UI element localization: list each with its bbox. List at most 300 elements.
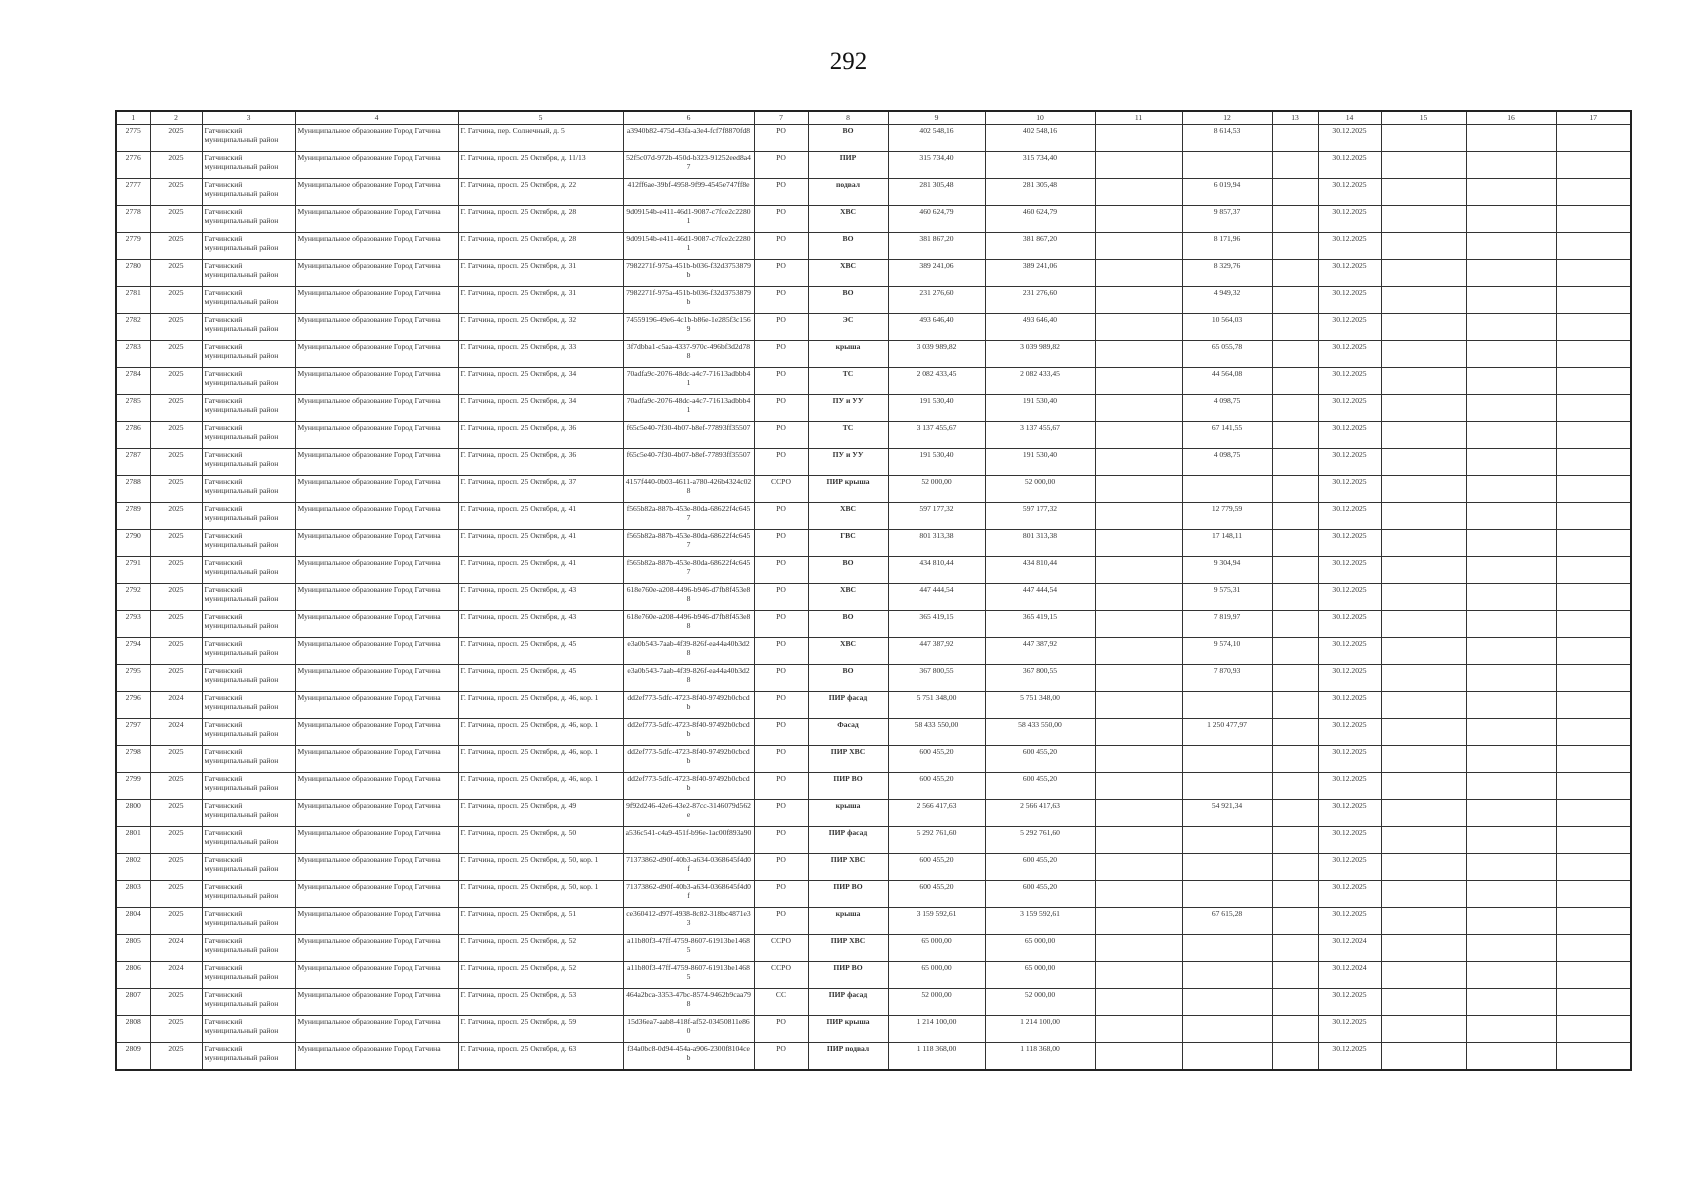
cell-district: Гатчинский муниципальный район xyxy=(202,989,295,1016)
cell-col-15 xyxy=(1381,368,1466,395)
cell-address: Г. Гатчина, просп. 25 Октября, д. 43 xyxy=(458,584,623,611)
cell-cost-total: 58 433 550,00 xyxy=(888,719,985,746)
cell-cost-fund: 600 455,20 xyxy=(985,746,1095,773)
cell-col-17 xyxy=(1556,1016,1631,1043)
cell-col-12: 67 615,28 xyxy=(1182,908,1272,935)
cell-cost-fund: 389 241,06 xyxy=(985,260,1095,287)
cell-district: Гатчинский муниципальный район xyxy=(202,557,295,584)
cell-cost-total: 365 419,15 xyxy=(888,611,985,638)
cell-work-type: ПИР ВО xyxy=(808,881,888,908)
cell-work-type: ПУ и УУ xyxy=(808,449,888,476)
cell-col-12: 65 055,78 xyxy=(1182,341,1272,368)
cell-col-15 xyxy=(1381,287,1466,314)
cell-cost-fund: 447 387,92 xyxy=(985,638,1095,665)
cell-year: 2025 xyxy=(150,665,202,692)
cell-municipality: Муниципальное образование Город Гатчина xyxy=(295,179,458,206)
cell-deadline: 30.12.2024 xyxy=(1318,935,1381,962)
cell-municipality: Муниципальное образование Город Гатчина xyxy=(295,422,458,449)
cell-work-type: крыша xyxy=(808,341,888,368)
cell-col-13 xyxy=(1272,908,1318,935)
cell-col-12: 6 019,94 xyxy=(1182,179,1272,206)
cell-col-15 xyxy=(1381,557,1466,584)
cell-col-17 xyxy=(1556,287,1631,314)
cell-cost-fund: 367 800,55 xyxy=(985,665,1095,692)
cell-address: Г. Гатчина, просп. 25 Октября, д. 50, кор. 1 xyxy=(458,881,623,908)
cell-cost-total: 447 444,54 xyxy=(888,584,985,611)
cell-cost-total: 381 867,20 xyxy=(888,233,985,260)
cell-address: Г. Гатчина, просп. 25 Октября, д. 51 xyxy=(458,908,623,935)
cell-col-17 xyxy=(1556,665,1631,692)
column-header: 16 xyxy=(1466,111,1556,125)
cell-col-15 xyxy=(1381,395,1466,422)
cell-cost-total: 315 734,40 xyxy=(888,152,985,179)
cell-col-13 xyxy=(1272,287,1318,314)
cell-col-15 xyxy=(1381,719,1466,746)
cell-col-17 xyxy=(1556,530,1631,557)
cell-house-guid: ce360412-d97f-4938-8c82-318bc4871e33 xyxy=(623,908,754,935)
cell-row-number: 2792 xyxy=(116,584,150,611)
cell-municipality: Муниципальное образование Город Гатчина xyxy=(295,557,458,584)
cell-col-15 xyxy=(1381,746,1466,773)
cell-district: Гатчинский муниципальный район xyxy=(202,881,295,908)
cell-col-15 xyxy=(1381,260,1466,287)
cell-house-guid: 71373862-d90f-40b3-a634-0368645f4d0f xyxy=(623,881,754,908)
cell-col-13 xyxy=(1272,233,1318,260)
cell-cost-fund: 600 455,20 xyxy=(985,854,1095,881)
table-row xyxy=(116,368,1631,395)
table-row xyxy=(116,260,1631,287)
cell-district: Гатчинский муниципальный район xyxy=(202,179,295,206)
cell-deadline: 30.12.2025 xyxy=(1318,368,1381,395)
cell-cost-fund: 315 734,40 xyxy=(985,152,1095,179)
column-header: 9 xyxy=(888,111,985,125)
cell-deadline: 30.12.2025 xyxy=(1318,341,1381,368)
cell-work-type: ВО xyxy=(808,557,888,584)
cell-col-12 xyxy=(1182,962,1272,989)
cell-house-guid: 4157f440-0b03-4611-a780-426b4324c028 xyxy=(623,476,754,503)
cell-cost-total: 597 177,32 xyxy=(888,503,985,530)
cell-col-16 xyxy=(1466,854,1556,881)
cell-house-guid: 74559196-49e6-4c1b-b86e-1e285f3c1569 xyxy=(623,314,754,341)
cell-col-11 xyxy=(1095,854,1182,881)
cell-col-12 xyxy=(1182,935,1272,962)
cell-col-11 xyxy=(1095,395,1182,422)
cell-cost-total: 600 455,20 xyxy=(888,746,985,773)
cell-col-11 xyxy=(1095,1016,1182,1043)
cell-col-13 xyxy=(1272,368,1318,395)
cell-work-type: ВО xyxy=(808,665,888,692)
cell-col-12 xyxy=(1182,476,1272,503)
cell-row-number: 2786 xyxy=(116,422,150,449)
cell-work-type: крыша xyxy=(808,800,888,827)
cell-source: РО xyxy=(754,665,808,692)
table-row xyxy=(116,935,1631,962)
cell-col-17 xyxy=(1556,827,1631,854)
cell-year: 2025 xyxy=(150,773,202,800)
cell-row-number: 2784 xyxy=(116,368,150,395)
cell-address: Г. Гатчина, просп. 25 Октября, д. 41 xyxy=(458,503,623,530)
cell-col-17 xyxy=(1556,908,1631,935)
cell-house-guid: dd2ef773-5dfc-4723-8f40-97492b0cbcdb xyxy=(623,746,754,773)
cell-col-13 xyxy=(1272,152,1318,179)
cell-cost-total: 367 800,55 xyxy=(888,665,985,692)
cell-municipality: Муниципальное образование Город Гатчина xyxy=(295,908,458,935)
cell-source: РО xyxy=(754,854,808,881)
cell-address: Г. Гатчина, просп. 25 Октября, д. 37 xyxy=(458,476,623,503)
cell-work-type: ПИР фасад xyxy=(808,692,888,719)
cell-row-number: 2790 xyxy=(116,530,150,557)
cell-cost-total: 191 530,40 xyxy=(888,395,985,422)
cell-district: Гатчинский муниципальный район xyxy=(202,395,295,422)
cell-col-12: 9 857,37 xyxy=(1182,206,1272,233)
cell-municipality: Муниципальное образование Город Гатчина xyxy=(295,746,458,773)
cell-col-12: 7 870,93 xyxy=(1182,665,1272,692)
cell-col-11 xyxy=(1095,611,1182,638)
cell-col-17 xyxy=(1556,692,1631,719)
cell-col-15 xyxy=(1381,611,1466,638)
cell-district: Гатчинский муниципальный район xyxy=(202,692,295,719)
cell-cost-total: 447 387,92 xyxy=(888,638,985,665)
cell-row-number: 2793 xyxy=(116,611,150,638)
cell-source: РО xyxy=(754,503,808,530)
cell-district: Гатчинский муниципальный район xyxy=(202,638,295,665)
column-header: 8 xyxy=(808,111,888,125)
table-row xyxy=(116,854,1631,881)
cell-row-number: 2781 xyxy=(116,287,150,314)
cell-work-type: крыша xyxy=(808,908,888,935)
cell-col-17 xyxy=(1556,152,1631,179)
cell-district: Гатчинский муниципальный район xyxy=(202,935,295,962)
column-header: 12 xyxy=(1182,111,1272,125)
cell-cost-total: 600 455,20 xyxy=(888,881,985,908)
cell-col-12: 17 148,11 xyxy=(1182,530,1272,557)
cell-col-13 xyxy=(1272,476,1318,503)
cell-deadline: 30.12.2025 xyxy=(1318,638,1381,665)
cell-address: Г. Гатчина, просп. 25 Октября, д. 28 xyxy=(458,233,623,260)
cell-col-12: 4 098,75 xyxy=(1182,395,1272,422)
cell-house-guid: a11b80f3-47ff-4759-8607-61913be14685 xyxy=(623,935,754,962)
cell-work-type: ХВС xyxy=(808,638,888,665)
cell-col-15 xyxy=(1381,233,1466,260)
cell-source: РО xyxy=(754,557,808,584)
cell-source: РО xyxy=(754,260,808,287)
cell-row-number: 2801 xyxy=(116,827,150,854)
cell-col-13 xyxy=(1272,314,1318,341)
cell-col-16 xyxy=(1466,827,1556,854)
cell-year: 2025 xyxy=(150,476,202,503)
cell-deadline: 30.12.2025 xyxy=(1318,422,1381,449)
cell-col-11 xyxy=(1095,233,1182,260)
cell-year: 2025 xyxy=(150,1016,202,1043)
cell-col-15 xyxy=(1381,125,1466,152)
cell-row-number: 2808 xyxy=(116,1016,150,1043)
cell-col-17 xyxy=(1556,125,1631,152)
cell-col-16 xyxy=(1466,557,1556,584)
cell-col-15 xyxy=(1381,152,1466,179)
cell-deadline: 30.12.2025 xyxy=(1318,503,1381,530)
table-row xyxy=(116,395,1631,422)
cell-work-type: ПИР ВО xyxy=(808,773,888,800)
cell-col-13 xyxy=(1272,206,1318,233)
cell-col-13 xyxy=(1272,557,1318,584)
cell-year: 2025 xyxy=(150,611,202,638)
cell-municipality: Муниципальное образование Город Гатчина xyxy=(295,476,458,503)
cell-address: Г. Гатчина, просп. 25 Октября, д. 52 xyxy=(458,962,623,989)
cell-year: 2025 xyxy=(150,881,202,908)
cell-address: Г. Гатчина, просп. 25 Октября, д. 33 xyxy=(458,341,623,368)
cell-col-17 xyxy=(1556,1043,1631,1071)
cell-col-12: 1 250 477,97 xyxy=(1182,719,1272,746)
cell-year: 2025 xyxy=(150,125,202,152)
cell-row-number: 2796 xyxy=(116,692,150,719)
table-body xyxy=(116,125,1631,1071)
cell-year: 2025 xyxy=(150,395,202,422)
cell-district: Гатчинский муниципальный район xyxy=(202,503,295,530)
cell-col-17 xyxy=(1556,260,1631,287)
cell-row-number: 2791 xyxy=(116,557,150,584)
cell-col-11 xyxy=(1095,314,1182,341)
cell-address: Г. Гатчина, просп. 25 Октября, д. 63 xyxy=(458,1043,623,1071)
cell-col-12: 10 564,03 xyxy=(1182,314,1272,341)
cell-col-11 xyxy=(1095,746,1182,773)
cell-municipality: Муниципальное образование Город Гатчина xyxy=(295,368,458,395)
cell-row-number: 2782 xyxy=(116,314,150,341)
cell-col-11 xyxy=(1095,260,1182,287)
table-row xyxy=(116,800,1631,827)
cell-house-guid: 3f7dbba1-c5aa-4337-970c-496bf3d2d788 xyxy=(623,341,754,368)
cell-col-15 xyxy=(1381,476,1466,503)
cell-cost-total: 52 000,00 xyxy=(888,989,985,1016)
cell-deadline: 30.12.2025 xyxy=(1318,152,1381,179)
table-row xyxy=(116,746,1631,773)
cell-deadline: 30.12.2025 xyxy=(1318,314,1381,341)
cell-source: РО xyxy=(754,287,808,314)
cell-address: Г. Гатчина, просп. 25 Октября, д. 22 xyxy=(458,179,623,206)
cell-col-15 xyxy=(1381,638,1466,665)
cell-district: Гатчинский муниципальный район xyxy=(202,206,295,233)
cell-deadline: 30.12.2025 xyxy=(1318,611,1381,638)
table-row xyxy=(116,638,1631,665)
cell-address: Г. Гатчина, просп. 25 Октября, д. 11/13 xyxy=(458,152,623,179)
cell-district: Гатчинский муниципальный район xyxy=(202,611,295,638)
cell-address: Г. Гатчина, просп. 25 Октября, д. 49 xyxy=(458,800,623,827)
cell-year: 2025 xyxy=(150,557,202,584)
cell-address: Г. Гатчина, пер. Солнечный, д. 5 xyxy=(458,125,623,152)
cell-col-15 xyxy=(1381,422,1466,449)
cell-col-16 xyxy=(1466,962,1556,989)
cell-municipality: Муниципальное образование Город Гатчина xyxy=(295,395,458,422)
cell-col-12: 12 779,59 xyxy=(1182,503,1272,530)
cell-municipality: Муниципальное образование Город Гатчина xyxy=(295,341,458,368)
cell-row-number: 2806 xyxy=(116,962,150,989)
cell-work-type: ХВС xyxy=(808,503,888,530)
cell-house-guid: 70adfa9c-2076-48dc-a4c7-71613adbbb41 xyxy=(623,395,754,422)
cell-col-13 xyxy=(1272,881,1318,908)
cell-col-17 xyxy=(1556,341,1631,368)
cell-col-17 xyxy=(1556,935,1631,962)
cell-cost-fund: 65 000,00 xyxy=(985,962,1095,989)
cell-work-type: ХВС xyxy=(808,206,888,233)
cell-work-type: ВО xyxy=(808,287,888,314)
cell-source: РО xyxy=(754,908,808,935)
cell-cost-fund: 801 313,38 xyxy=(985,530,1095,557)
cell-col-13 xyxy=(1272,827,1318,854)
cell-address: Г. Гатчина, просп. 25 Октября, д. 46, кор. 1 xyxy=(458,773,623,800)
cell-municipality: Муниципальное образование Город Гатчина xyxy=(295,1016,458,1043)
cell-work-type: ПУ и УУ xyxy=(808,395,888,422)
table-row xyxy=(116,989,1631,1016)
cell-col-12 xyxy=(1182,1043,1272,1071)
cell-row-number: 2776 xyxy=(116,152,150,179)
cell-year: 2024 xyxy=(150,719,202,746)
cell-district: Гатчинский муниципальный район xyxy=(202,233,295,260)
cell-deadline: 30.12.2025 xyxy=(1318,206,1381,233)
column-header: 14 xyxy=(1318,111,1381,125)
cell-house-guid: a11b80f3-47ff-4759-8607-61913be14685 xyxy=(623,962,754,989)
cell-col-13 xyxy=(1272,1016,1318,1043)
cell-col-15 xyxy=(1381,800,1466,827)
cell-col-16 xyxy=(1466,665,1556,692)
cell-source: РО xyxy=(754,800,808,827)
column-header: 4 xyxy=(295,111,458,125)
cell-row-number: 2783 xyxy=(116,341,150,368)
cell-work-type: ПИР крыша xyxy=(808,476,888,503)
cell-col-17 xyxy=(1556,206,1631,233)
cell-col-16 xyxy=(1466,152,1556,179)
cell-col-12: 44 564,08 xyxy=(1182,368,1272,395)
cell-col-12: 54 921,34 xyxy=(1182,800,1272,827)
cell-municipality: Муниципальное образование Город Гатчина xyxy=(295,665,458,692)
cell-source: СС xyxy=(754,989,808,1016)
cell-col-16 xyxy=(1466,476,1556,503)
cell-col-16 xyxy=(1466,773,1556,800)
cell-municipality: Муниципальное образование Город Гатчина xyxy=(295,989,458,1016)
cell-year: 2025 xyxy=(150,746,202,773)
cell-work-type: ПИР ХВС xyxy=(808,746,888,773)
table-row xyxy=(116,692,1631,719)
cell-district: Гатчинский муниципальный район xyxy=(202,1016,295,1043)
cell-municipality: Муниципальное образование Город Гатчина xyxy=(295,260,458,287)
cell-cost-total: 2 566 417,63 xyxy=(888,800,985,827)
cell-col-11 xyxy=(1095,125,1182,152)
cell-col-13 xyxy=(1272,449,1318,476)
cell-deadline: 30.12.2025 xyxy=(1318,800,1381,827)
cell-year: 2025 xyxy=(150,287,202,314)
cell-work-type: ЭС xyxy=(808,314,888,341)
cell-source: РО xyxy=(754,746,808,773)
cell-deadline: 30.12.2025 xyxy=(1318,125,1381,152)
cell-col-11 xyxy=(1095,503,1182,530)
cell-municipality: Муниципальное образование Город Гатчина xyxy=(295,935,458,962)
cell-address: Г. Гатчина, просп. 25 Октября, д. 36 xyxy=(458,422,623,449)
cell-cost-total: 1 214 100,00 xyxy=(888,1016,985,1043)
cell-work-type: ВО xyxy=(808,611,888,638)
cell-district: Гатчинский муниципальный район xyxy=(202,746,295,773)
cell-deadline: 30.12.2025 xyxy=(1318,530,1381,557)
cell-source: РО xyxy=(754,395,808,422)
cell-col-17 xyxy=(1556,584,1631,611)
cell-col-15 xyxy=(1381,449,1466,476)
cell-address: Г. Гатчина, просп. 25 Октября, д. 52 xyxy=(458,935,623,962)
cell-col-15 xyxy=(1381,1043,1466,1071)
cell-col-11 xyxy=(1095,584,1182,611)
cell-district: Гатчинский муниципальный район xyxy=(202,908,295,935)
cell-col-15 xyxy=(1381,881,1466,908)
cell-col-12 xyxy=(1182,827,1272,854)
cell-work-type: ХВС xyxy=(808,584,888,611)
cell-work-type: подвал xyxy=(808,179,888,206)
cell-district: Гатчинский муниципальный район xyxy=(202,152,295,179)
cell-deadline: 30.12.2025 xyxy=(1318,1016,1381,1043)
cell-col-12 xyxy=(1182,854,1272,881)
cell-col-11 xyxy=(1095,719,1182,746)
cell-col-13 xyxy=(1272,638,1318,665)
cell-deadline: 30.12.2025 xyxy=(1318,827,1381,854)
cell-district: Гатчинский муниципальный район xyxy=(202,260,295,287)
cell-cost-fund: 381 867,20 xyxy=(985,233,1095,260)
cell-col-11 xyxy=(1095,800,1182,827)
cell-col-11 xyxy=(1095,449,1182,476)
cell-cost-total: 1 118 368,00 xyxy=(888,1043,985,1071)
cell-cost-total: 493 646,40 xyxy=(888,314,985,341)
cell-work-type: ХВС xyxy=(808,260,888,287)
cell-house-guid: 9d09154b-e411-46d1-9087-c7fce2c22801 xyxy=(623,206,754,233)
cell-year: 2025 xyxy=(150,179,202,206)
cell-deadline: 30.12.2025 xyxy=(1318,908,1381,935)
cell-source: РО xyxy=(754,719,808,746)
cell-col-16 xyxy=(1466,530,1556,557)
cell-address: Г. Гатчина, просп. 25 Октября, д. 34 xyxy=(458,368,623,395)
table-row xyxy=(116,1016,1631,1043)
cell-cost-total: 3 159 592,61 xyxy=(888,908,985,935)
cell-cost-fund: 65 000,00 xyxy=(985,935,1095,962)
cell-cost-total: 2 082 433,45 xyxy=(888,368,985,395)
cell-col-13 xyxy=(1272,773,1318,800)
cell-house-guid: e3a0b543-7aab-4f39-826f-ea44a40b3d28 xyxy=(623,665,754,692)
cell-deadline: 30.12.2025 xyxy=(1318,1043,1381,1071)
cell-cost-total: 600 455,20 xyxy=(888,854,985,881)
cell-col-13 xyxy=(1272,935,1318,962)
cell-col-12 xyxy=(1182,881,1272,908)
cell-deadline: 30.12.2025 xyxy=(1318,692,1381,719)
table-row xyxy=(116,530,1631,557)
cell-row-number: 2797 xyxy=(116,719,150,746)
cell-col-17 xyxy=(1556,233,1631,260)
cell-col-12 xyxy=(1182,773,1272,800)
cell-deadline: 30.12.2025 xyxy=(1318,584,1381,611)
cell-col-11 xyxy=(1095,692,1182,719)
cell-col-11 xyxy=(1095,530,1182,557)
table-row xyxy=(116,449,1631,476)
cell-cost-fund: 493 646,40 xyxy=(985,314,1095,341)
cell-col-13 xyxy=(1272,962,1318,989)
cell-col-12: 4 949,32 xyxy=(1182,287,1272,314)
cell-work-type: Фасад xyxy=(808,719,888,746)
cell-col-15 xyxy=(1381,935,1466,962)
cell-address: Г. Гатчина, просп. 25 Октября, д. 45 xyxy=(458,665,623,692)
cell-col-13 xyxy=(1272,179,1318,206)
cell-municipality: Муниципальное образование Город Гатчина xyxy=(295,233,458,260)
cell-col-12 xyxy=(1182,989,1272,1016)
cell-col-16 xyxy=(1466,692,1556,719)
cell-address: Г. Гатчина, просп. 25 Октября, д. 32 xyxy=(458,314,623,341)
cell-year: 2025 xyxy=(150,584,202,611)
table-row xyxy=(116,962,1631,989)
cell-col-16 xyxy=(1466,1016,1556,1043)
cell-row-number: 2788 xyxy=(116,476,150,503)
cell-cost-fund: 2 566 417,63 xyxy=(985,800,1095,827)
table-row xyxy=(116,827,1631,854)
